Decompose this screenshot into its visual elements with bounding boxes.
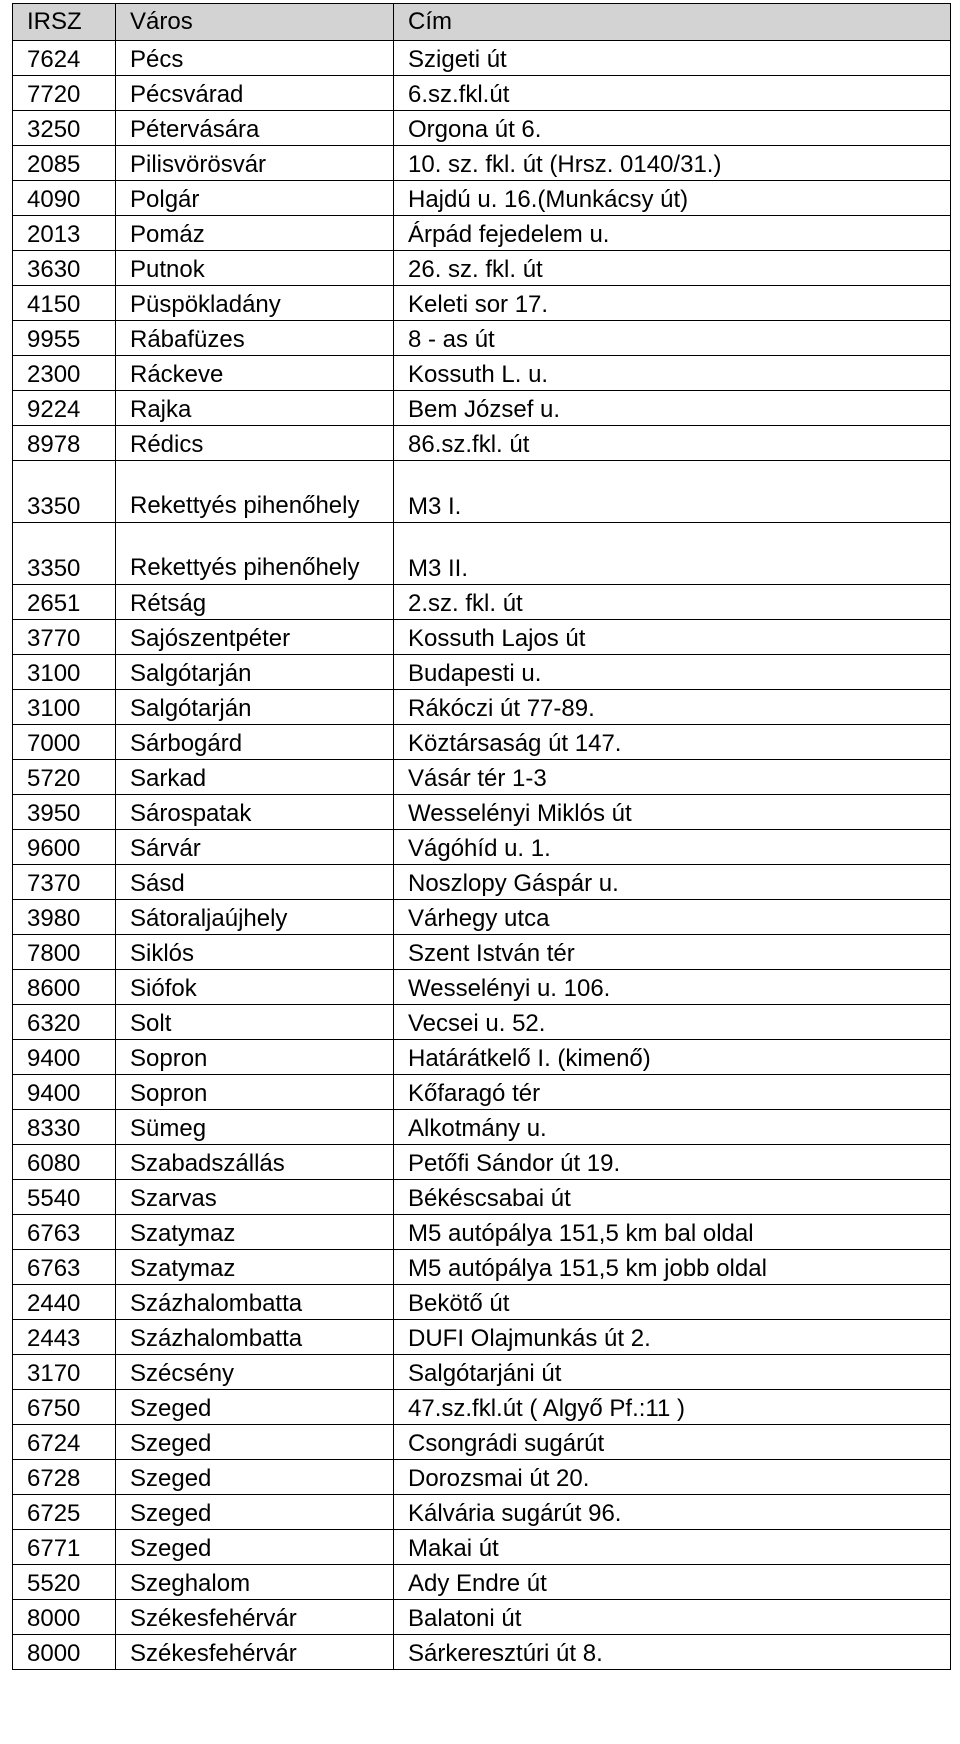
table-row [13, 760, 951, 795]
cell-cim: Kálvária sugárút 96. [394, 1495, 951, 1530]
cell-irsz: 5540 [13, 1180, 116, 1215]
cell-varos: Szarvas [116, 1180, 394, 1215]
cell-irsz: 6750 [13, 1390, 116, 1425]
cell-cim: Sárkeresztúri út 8. [394, 1635, 951, 1670]
cell-cim: Vásár tér 1-3 [394, 760, 951, 795]
table-row [13, 900, 951, 935]
table-row [13, 76, 951, 111]
cell-varos: Sátoraljaújhely [116, 900, 394, 935]
cell-cim: Noszlopy Gáspár u. [394, 865, 951, 900]
cell-cim: Balatoni út [394, 1600, 951, 1635]
table-row [13, 523, 951, 585]
table-row [13, 216, 951, 251]
cell-cim: Dorozsmai út 20. [394, 1460, 951, 1495]
cell-varos: Szeged [116, 1425, 394, 1460]
cell-irsz: 6724 [13, 1425, 116, 1460]
cell-varos: Rekettyés pihenőhely [116, 461, 394, 523]
cell-varos: Pilisvörösvár [116, 146, 394, 181]
table-row [13, 426, 951, 461]
table-row [13, 251, 951, 286]
table-row [13, 461, 951, 523]
cell-irsz: 8978 [13, 426, 116, 461]
table-row [13, 795, 951, 830]
cell-irsz: 3630 [13, 251, 116, 286]
cell-cim: 2.sz. fkl. út [394, 585, 951, 620]
cell-irsz: 6763 [13, 1215, 116, 1250]
cell-irsz: 6320 [13, 1005, 116, 1040]
table-row [13, 1285, 951, 1320]
table-row [13, 286, 951, 321]
cell-cim: Kőfaragó tér [394, 1075, 951, 1110]
cell-cim: DUFI Olajmunkás út 2. [394, 1320, 951, 1355]
table-row [13, 1250, 951, 1285]
cell-varos: Pétervására [116, 111, 394, 146]
table-row [13, 1180, 951, 1215]
table-row [13, 1145, 951, 1180]
cell-varos: Szabadszállás [116, 1145, 394, 1180]
table-row [13, 111, 951, 146]
cell-varos: Sopron [116, 1075, 394, 1110]
cell-irsz: 4090 [13, 181, 116, 216]
header-varos: Város [116, 4, 394, 41]
cell-cim: Határátkelő I. (kimenő) [394, 1040, 951, 1075]
cell-cim: Salgótarjáni út [394, 1355, 951, 1390]
cell-cim: 47.sz.fkl.út ( Algyő Pf.:11 ) [394, 1390, 951, 1425]
cell-irsz: 6728 [13, 1460, 116, 1495]
cell-irsz: 8330 [13, 1110, 116, 1145]
address-table [12, 3, 951, 1670]
cell-varos: Szeged [116, 1530, 394, 1565]
cell-cim: Köztársaság út 147. [394, 725, 951, 760]
cell-cim: Vecsei u. 52. [394, 1005, 951, 1040]
cell-varos: Sopron [116, 1040, 394, 1075]
table-row [13, 620, 951, 655]
cell-varos: Százhalombatta [116, 1320, 394, 1355]
table-row [13, 1355, 951, 1390]
cell-cim: M5 autópálya 151,5 km bal oldal [394, 1215, 951, 1250]
table-row [13, 1460, 951, 1495]
table-row [13, 1425, 951, 1460]
cell-cim: 26. sz. fkl. út [394, 251, 951, 286]
cell-irsz: 6080 [13, 1145, 116, 1180]
table-body [13, 41, 951, 1670]
table-row [13, 1005, 951, 1040]
cell-irsz: 7720 [13, 76, 116, 111]
table-row [13, 725, 951, 760]
cell-irsz: 2013 [13, 216, 116, 251]
cell-varos: Rétság [116, 585, 394, 620]
cell-cim: Rákóczi út 77-89. [394, 690, 951, 725]
cell-varos: Putnok [116, 251, 394, 286]
cell-cim: Keleti sor 17. [394, 286, 951, 321]
cell-irsz: 3980 [13, 900, 116, 935]
cell-irsz: 3100 [13, 690, 116, 725]
cell-irsz: 2085 [13, 146, 116, 181]
table-row [13, 1075, 951, 1110]
cell-varos: Székesfehérvár [116, 1635, 394, 1670]
cell-cim: Bekötő út [394, 1285, 951, 1320]
cell-cim: Csongrádi sugárút [394, 1425, 951, 1460]
cell-varos: Szeghalom [116, 1565, 394, 1600]
table-row [13, 146, 951, 181]
cell-irsz: 9224 [13, 391, 116, 426]
cell-irsz: 2440 [13, 1285, 116, 1320]
cell-varos: Szatymaz [116, 1215, 394, 1250]
cell-cim: M3 I. [394, 461, 951, 523]
cell-irsz: 2443 [13, 1320, 116, 1355]
cell-cim: M5 autópálya 151,5 km jobb oldal [394, 1250, 951, 1285]
cell-cim: Kossuth Lajos út [394, 620, 951, 655]
table-row [13, 181, 951, 216]
cell-varos: Pécsvárad [116, 76, 394, 111]
cell-cim: Petőfi Sándor út 19. [394, 1145, 951, 1180]
header-irsz: IRSZ [13, 4, 116, 41]
cell-cim: Bem József u. [394, 391, 951, 426]
cell-cim: 6.sz.fkl.út [394, 76, 951, 111]
cell-varos: Sümeg [116, 1110, 394, 1145]
cell-irsz: 6771 [13, 1530, 116, 1565]
cell-cim: Szigeti út [394, 41, 951, 76]
table-row [13, 1600, 951, 1635]
cell-irsz: 6763 [13, 1250, 116, 1285]
table-row [13, 935, 951, 970]
cell-varos: Sarkad [116, 760, 394, 795]
cell-varos: Rédics [116, 426, 394, 461]
cell-varos: Sárbogárd [116, 725, 394, 760]
table-row [13, 970, 951, 1005]
cell-varos: Szeged [116, 1390, 394, 1425]
cell-irsz: 3950 [13, 795, 116, 830]
cell-cim: Vágóhíd u. 1. [394, 830, 951, 865]
table-row [13, 1215, 951, 1250]
cell-cim: Orgona út 6. [394, 111, 951, 146]
cell-cim: 86.sz.fkl. út [394, 426, 951, 461]
cell-cim: Wesselényi Miklós út [394, 795, 951, 830]
cell-varos: Székesfehérvár [116, 1600, 394, 1635]
cell-varos: Rábafüzes [116, 321, 394, 356]
cell-irsz: 9600 [13, 830, 116, 865]
cell-irsz: 2300 [13, 356, 116, 391]
cell-varos: Rekettyés pihenőhely [116, 523, 394, 585]
cell-cim: Kossuth L. u. [394, 356, 951, 391]
cell-varos: Szatymaz [116, 1250, 394, 1285]
cell-cim: Szent István tér [394, 935, 951, 970]
table-row [13, 1495, 951, 1530]
cell-irsz: 3350 [13, 461, 116, 523]
cell-cim: Várhegy utca [394, 900, 951, 935]
table-row [13, 585, 951, 620]
cell-cim: M3 II. [394, 523, 951, 585]
table-row [13, 1040, 951, 1075]
table-row [13, 690, 951, 725]
cell-irsz: 8000 [13, 1635, 116, 1670]
table-row [13, 1320, 951, 1355]
cell-cim: 10. sz. fkl. út (Hrsz. 0140/31.) [394, 146, 951, 181]
cell-irsz: 3350 [13, 523, 116, 585]
cell-irsz: 7000 [13, 725, 116, 760]
cell-varos: Siklós [116, 935, 394, 970]
cell-cim: Békéscsabai út [394, 1180, 951, 1215]
header-cim: Cím [394, 4, 951, 41]
cell-varos: Salgótarján [116, 690, 394, 725]
cell-irsz: 5520 [13, 1565, 116, 1600]
cell-varos: Szécsény [116, 1355, 394, 1390]
cell-varos: Százhalombatta [116, 1285, 394, 1320]
cell-varos: Siófok [116, 970, 394, 1005]
table-row [13, 1390, 951, 1425]
cell-varos: Rajka [116, 391, 394, 426]
cell-varos: Sásd [116, 865, 394, 900]
cell-irsz: 7800 [13, 935, 116, 970]
table-row [13, 356, 951, 391]
table-row [13, 391, 951, 426]
header-row [13, 4, 951, 41]
cell-cim: Alkotmány u. [394, 1110, 951, 1145]
table-row [13, 655, 951, 690]
cell-varos: Szeged [116, 1495, 394, 1530]
cell-varos: Sárvár [116, 830, 394, 865]
cell-irsz: 3170 [13, 1355, 116, 1390]
cell-irsz: 3770 [13, 620, 116, 655]
cell-varos: Szeged [116, 1460, 394, 1495]
table-row [13, 41, 951, 76]
cell-irsz: 7624 [13, 41, 116, 76]
cell-cim: 8 - as út [394, 321, 951, 356]
cell-varos: Polgár [116, 181, 394, 216]
table-row [13, 830, 951, 865]
cell-irsz: 6725 [13, 1495, 116, 1530]
cell-cim: Ady Endre út [394, 1565, 951, 1600]
cell-varos: Pomáz [116, 216, 394, 251]
cell-irsz: 9955 [13, 321, 116, 356]
cell-irsz: 8600 [13, 970, 116, 1005]
cell-cim: Árpád fejedelem u. [394, 216, 951, 251]
cell-irsz: 3100 [13, 655, 116, 690]
cell-irsz: 4150 [13, 286, 116, 321]
cell-varos: Sárospatak [116, 795, 394, 830]
cell-varos: Sajószentpéter [116, 620, 394, 655]
cell-irsz: 2651 [13, 585, 116, 620]
cell-cim: Budapesti u. [394, 655, 951, 690]
table-row [13, 321, 951, 356]
cell-irsz: 5720 [13, 760, 116, 795]
table-row [13, 1635, 951, 1670]
cell-irsz: 8000 [13, 1600, 116, 1635]
cell-cim: Hajdú u. 16.(Munkácsy út) [394, 181, 951, 216]
cell-irsz: 9400 [13, 1075, 116, 1110]
cell-cim: Makai út [394, 1530, 951, 1565]
table-row [13, 1530, 951, 1565]
table-row [13, 1565, 951, 1600]
cell-irsz: 7370 [13, 865, 116, 900]
cell-varos: Püspökladány [116, 286, 394, 321]
table-row [13, 1110, 951, 1145]
table-row [13, 865, 951, 900]
cell-varos: Ráckeve [116, 356, 394, 391]
cell-varos: Salgótarján [116, 655, 394, 690]
cell-cim: Wesselényi u. 106. [394, 970, 951, 1005]
cell-irsz: 9400 [13, 1040, 116, 1075]
cell-varos: Pécs [116, 41, 394, 76]
cell-irsz: 3250 [13, 111, 116, 146]
cell-varos: Solt [116, 1005, 394, 1040]
